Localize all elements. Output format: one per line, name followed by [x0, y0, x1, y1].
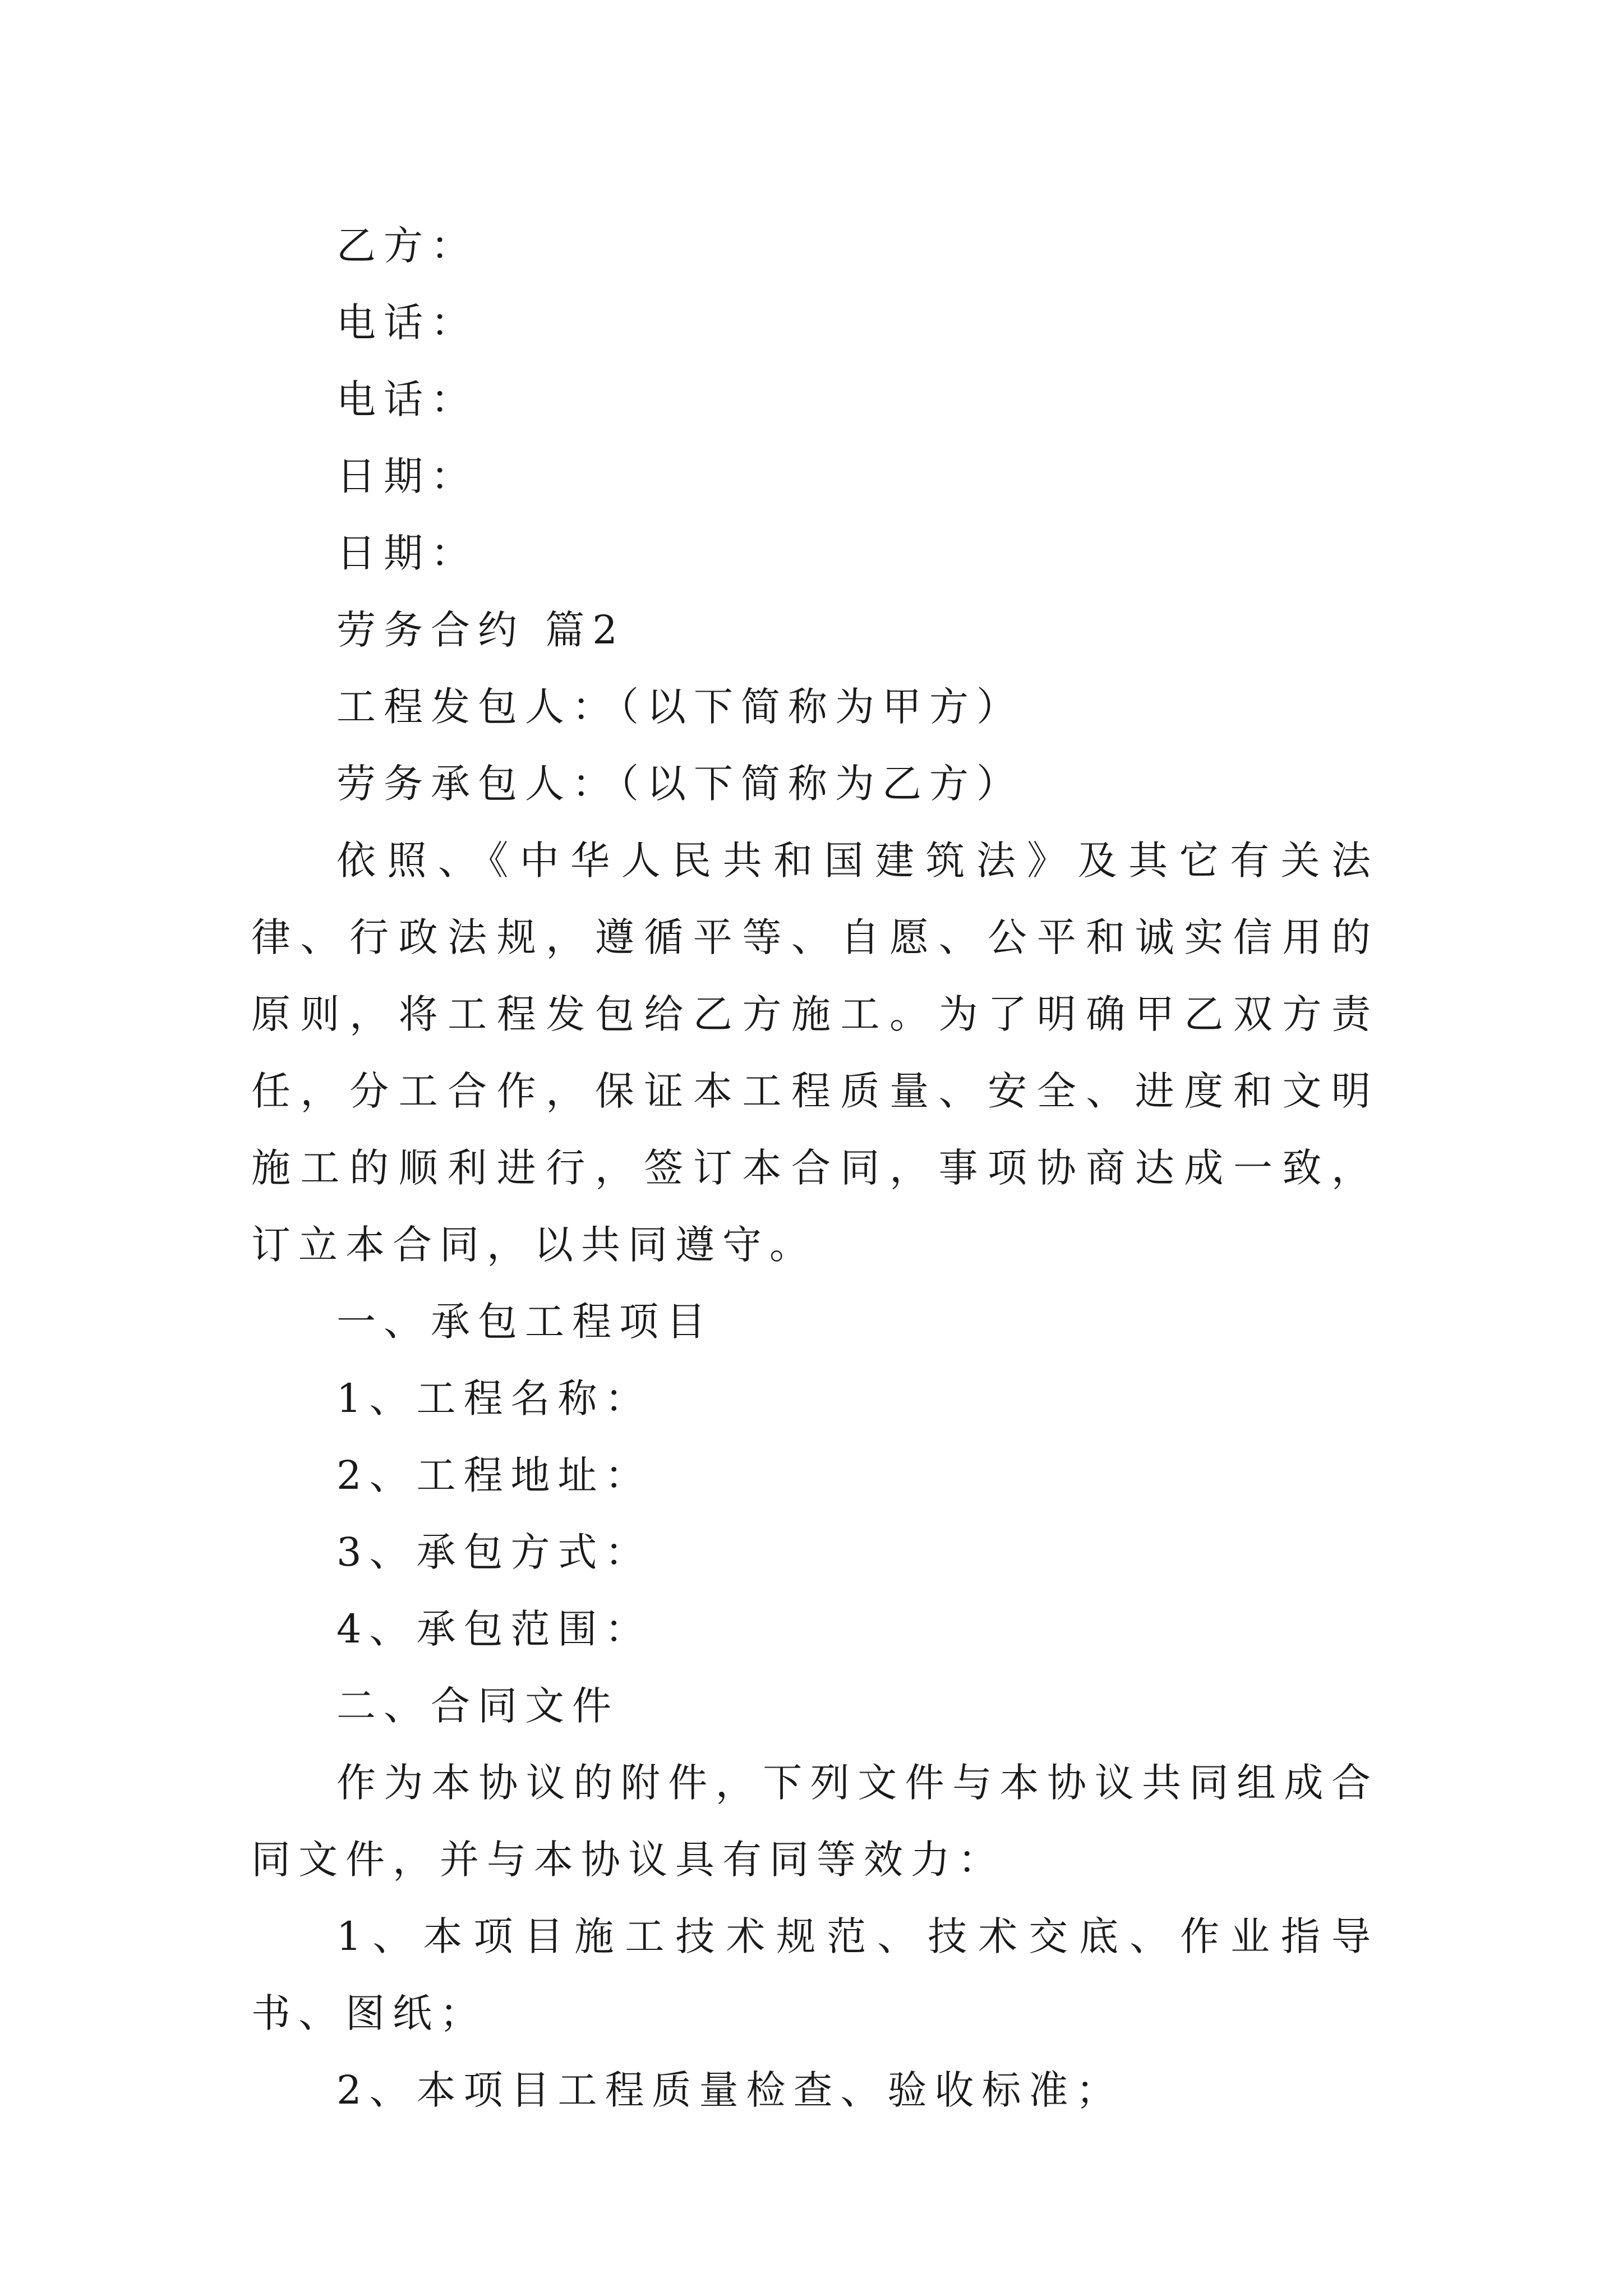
- section2-item: 2、本项目工程质量检查、验收标准；: [336, 2067, 1123, 2113]
- contract-heading: 劳务合约 篇2: [336, 607, 625, 653]
- phone-label-1: 电话：: [336, 300, 478, 346]
- intro-paragraph: 依照、《中华人民共和国建筑法》及其它有关法律、行政法规，遵循平等、自愿、公平和诚实信用的原则，将工程发包给乙方施工。为了明确甲乙双方责任，分工合作，保证本工程质量、安全、进度和文明施工的顺利进行，签订本合同，事项协商达成一致，订立本合同，以共同遵守。: [251, 838, 1378, 1268]
- date-label-2: 日期：: [336, 530, 478, 576]
- section2-item: 1、本项目施工技术规范、技术交底、作业指导书、图纸；: [251, 1913, 1378, 2036]
- subcontractor-line: 劳务承包人：（以下简称为乙方）: [336, 761, 1023, 807]
- section2-intro: 作为本协议的附件，下列文件与本协议共同组成合同文件，并与本协议具有同等效力：: [251, 1760, 1378, 1883]
- section2-title: 二、合同文件: [336, 1683, 619, 1729]
- section1-item: 2、工程地址：: [336, 1452, 652, 1498]
- party-b-label: 乙方：: [336, 223, 478, 269]
- section1-item: 1、工程名称：: [336, 1375, 652, 1421]
- date-label-1: 日期：: [336, 453, 478, 499]
- section1-item: 3、承包方式：: [336, 1529, 652, 1575]
- contractor-line: 工程发包人：（以下简称为甲方）: [336, 684, 1023, 730]
- phone-label-2: 电话：: [336, 376, 478, 422]
- document-body: [251, 208, 1378, 2129]
- section1-item: 4、承包范围：: [336, 1606, 652, 1652]
- section1-title: 一、承包工程项目: [336, 1299, 713, 1345]
